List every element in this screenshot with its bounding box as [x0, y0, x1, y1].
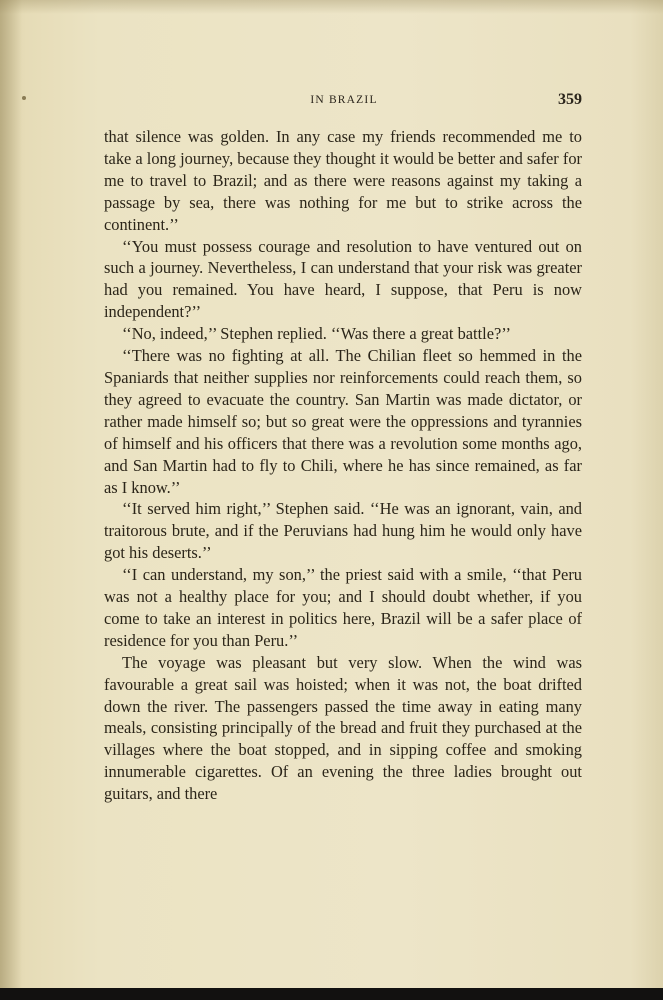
page-header — [104, 91, 584, 111]
scan-bottom-edge — [0, 988, 663, 1000]
page-gutter-shadow — [0, 0, 22, 988]
paragraph: ‘‘There was no fighting at all. The Chilian fleet so hemmed in the Spaniards that neither supplies nor reinforcements could reach them, so they agreed to evacuate the country. San Martin was made dictator, or rather made himself so; but so great were the oppressions and tyrannies of himself and his officers that there was a revolution some months ago, and San Martin had to fly to Chili, where he has since remained, as far as I know.’’ — [104, 346, 582, 497]
paragraph: ‘‘It served him right,’’ Stephen said. ‘‘He was an ignorant, vain, and traitorous brute, and if the Peruvians had hung him he would only have got his deserts.’’ — [104, 499, 582, 563]
page-top-shadow — [0, 0, 663, 14]
running-head: IN BRAZIL — [310, 94, 378, 106]
paragraph: The voyage was pleasant but very slow. When the wind was favourable a great sail was hoisted; when it was not, the boat drifted down the river. The passengers passed the time away in eating many meals, consisting principally of the bread and fruit they purchased at the villages where the boat stopped, and in sipping coffee and smoking innumerable cigarettes. Of an evening the three ladies brought out guitars, and there — [104, 652, 582, 804]
body-text — [104, 126, 582, 805]
page-number: 359 — [558, 91, 582, 108]
paragraph: ‘‘You must possess courage and resolution to have ventured out on such a journey. Nevertheless, I can understand that your risk was greater had you remained. You have heard, I suppose, that Peru is now independent?’’ — [104, 236, 582, 322]
paragraph: ‘‘No, indeed,’’ Stephen replied. ‘‘Was there a great battle?’’ — [122, 324, 511, 344]
paragraph: ‘‘I can understand, my son,’’ the priest said with a smile, ‘‘that Peru was not a healthy place for you; and I should doubt whether, if you come to take an interest in politics here, Brazil will be a safer place of residence for you than Peru.’’ — [104, 565, 582, 650]
margin-speck — [22, 96, 26, 100]
paragraph: that silence was golden. In any case my friends recommended me to take a long journey, because they thought it would be better and safer for me to travel to Brazil; and as there were reasons against my taking a passage by sea, there was nothing for me but to strike across the continent.’’ — [104, 127, 582, 234]
